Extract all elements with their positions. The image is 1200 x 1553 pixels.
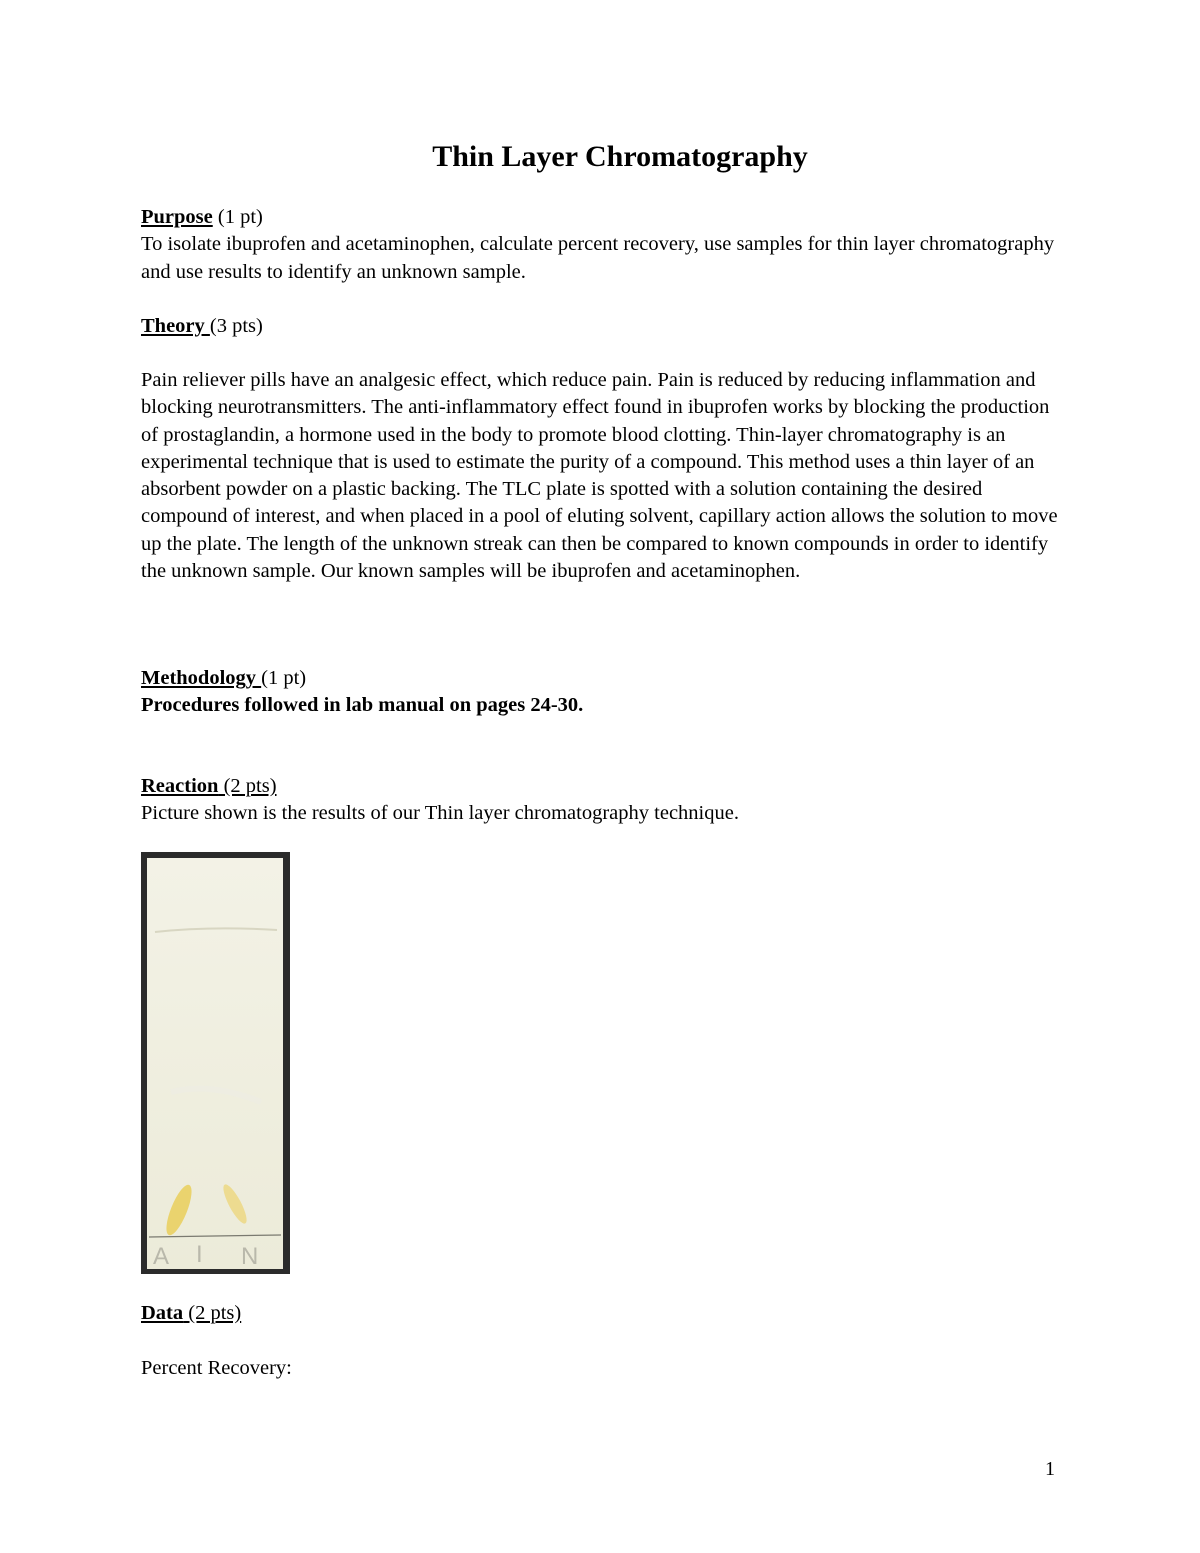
- methodology-heading: [141, 665, 1071, 692]
- methodology-section: [141, 665, 1071, 720]
- page-number: 1: [1045, 1458, 1055, 1480]
- purpose-points: (1 pt): [212, 206, 263, 228]
- theory-section: [141, 313, 1071, 340]
- tlc-plate-surface: [147, 858, 283, 1269]
- reaction-heading: [141, 773, 1071, 800]
- data-heading: [141, 1300, 1071, 1327]
- data-points: (2 pts): [183, 1302, 242, 1324]
- lane-label-i: I: [196, 1241, 203, 1268]
- tlc-plate-photo: [141, 852, 290, 1274]
- theory-body: [141, 367, 1071, 585]
- theory-text: Pain reliever pills have an analgesic effect, which reduce pain. Pain is reduced by reducing inflammation and blocking neurotransmitters. The anti-inflammatory effect found in ibuprofen works by blocking the production of prostaglandin, a hormone used in the body to promote blood clotting. Thin-layer chromatography is an experimental technique that is used to estimate the purity of a compound. This method uses a thin layer of an absorbent powder on a plastic backing. The TLC plate is spotted with a solution containing the desired compound of interest, and when placed in a pool of eluting solvent, capillary action allows the solution to move up the plate. The length of the unknown streak can then be compared to known compounds in order to identify the unknown sample. Our known samples will be ibuprofen and acetaminophen.: [141, 369, 1058, 583]
- theory-points: (3 pts): [209, 315, 263, 337]
- theory-heading: [141, 313, 1071, 340]
- methodology-text: Procedures followed in lab manual on pages 24-30.: [141, 694, 584, 717]
- lane-label-n: N: [241, 1243, 259, 1270]
- data-section: [141, 1300, 1071, 1327]
- reaction-label: Reaction: [141, 775, 219, 797]
- percent-recovery: [141, 1355, 1071, 1382]
- reaction-points: (2 pts): [218, 775, 277, 797]
- purpose-label: Purpose: [141, 206, 213, 228]
- theory-label: Theory: [141, 315, 210, 337]
- lane-label-a: A: [153, 1243, 170, 1270]
- purpose-section: [141, 204, 1071, 286]
- percent-recovery-text: Percent Recovery:: [141, 1357, 292, 1379]
- purpose-heading: [141, 204, 1071, 231]
- page-title: Thin Layer Chromatography: [432, 140, 808, 173]
- reaction-section: [141, 773, 1071, 828]
- reaction-text: Picture shown is the results of our Thin layer chromatography technique.: [141, 802, 739, 825]
- purpose-text: To isolate ibuprofen and acetaminophen, calculate percent recovery, use samples for thin layer chromatography and use results to identify an unknown sample.: [141, 233, 1055, 283]
- data-label: Data: [141, 1302, 184, 1324]
- methodology-label: Methodology: [141, 667, 262, 689]
- methodology-points: (1 pt): [261, 667, 307, 689]
